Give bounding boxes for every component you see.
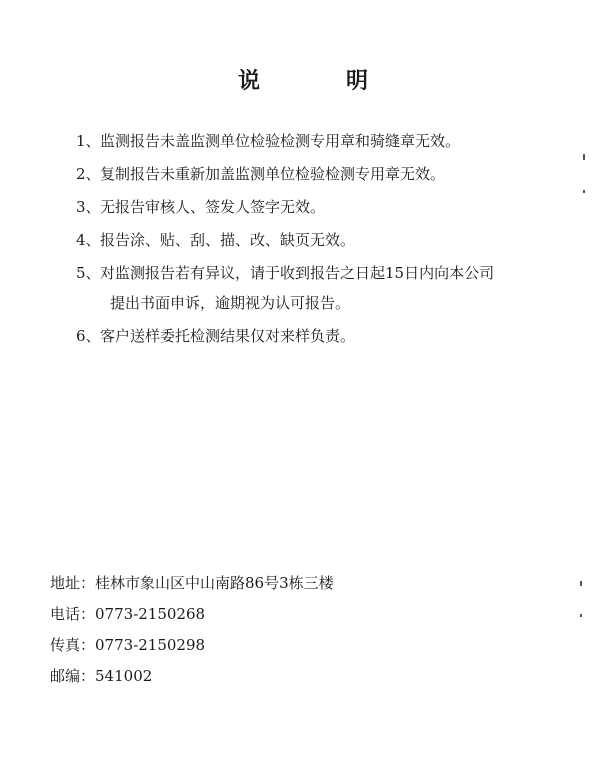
note-number: 4、 (76, 231, 101, 249)
address-label: 地址： (50, 574, 96, 592)
note-item-3 (76, 196, 576, 218)
phone-row (50, 603, 334, 625)
contact-info (50, 572, 334, 696)
fax-value: 0773-2150298 (95, 636, 206, 654)
notes-list (76, 130, 576, 358)
phone-value: 0773-2150268 (95, 605, 206, 623)
postcode-value: 541002 (95, 667, 153, 685)
note-number: 6、 (76, 327, 101, 345)
note-item-2 (76, 163, 576, 185)
note-text: 监测报告未盖监测单位检验检测专用章和骑缝章无效。 (100, 132, 461, 150)
note-number: 2、 (76, 165, 101, 183)
note-item-1 (76, 130, 576, 152)
note-number: 3、 (76, 198, 101, 216)
address-row (50, 572, 334, 594)
scan-mark (580, 581, 582, 586)
note-text: 报告涂、贴、刮、描、改、缺页无效。 (100, 231, 356, 249)
title-char-1: 说 (237, 68, 260, 94)
postcode-label: 邮编： (50, 667, 96, 685)
note-text: 复制报告未重新加盖监测单位检验检测专用章无效。 (100, 165, 446, 183)
note-number: 5、 (76, 264, 101, 282)
note-text: 无报告审核人、签发人签字无效。 (100, 198, 326, 216)
document-title (0, 64, 606, 95)
note-number: 1、 (76, 132, 101, 150)
phone-label: 电话： (50, 605, 96, 623)
note-text: 对监测报告若有异议，请于收到报告之日起15日内向本公司 (100, 264, 495, 282)
scan-mark (583, 190, 585, 193)
note-item-6 (76, 325, 576, 347)
scan-mark (583, 154, 585, 160)
fax-label: 传真： (50, 636, 96, 654)
note-text-continuation: 提出书面申诉，逾期视为认可报告。 (110, 294, 351, 312)
title-char-2: 明 (346, 68, 369, 94)
postcode-row (50, 665, 334, 687)
note-text: 客户送样委托检测结果仅对来样负责。 (100, 327, 356, 345)
note-item-5 (76, 262, 576, 314)
fax-row (50, 634, 334, 656)
scan-mark (580, 614, 582, 617)
note-item-4 (76, 229, 576, 251)
address-value: 桂林市象山区中山南路86号3栋三楼 (95, 574, 334, 592)
